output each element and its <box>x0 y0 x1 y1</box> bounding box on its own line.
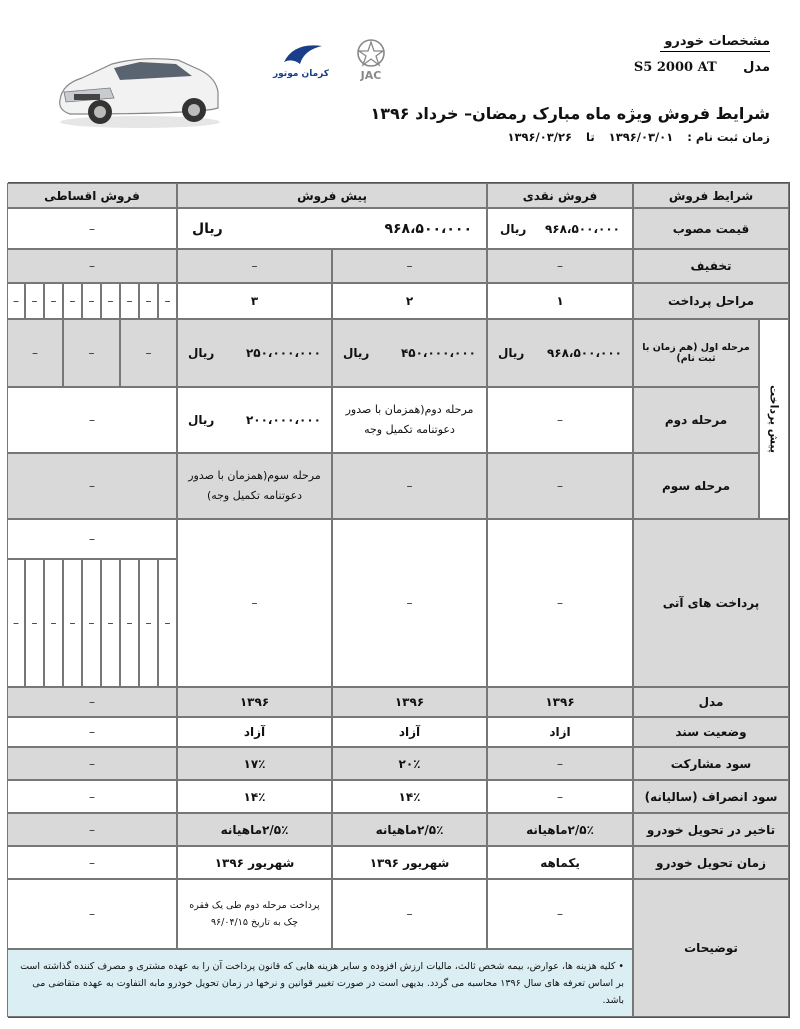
stage2-pre2-value: ۲۰۰،۰۰۰،۰۰۰ <box>245 413 321 427</box>
discount-presale-2: – <box>177 249 332 283</box>
price-presale <box>177 208 487 249</box>
future-inst: – <box>44 559 63 687</box>
model-installment: – <box>7 687 177 717</box>
stage1-pre2-unit: ریال <box>188 346 215 360</box>
stages-inst: – <box>44 283 63 319</box>
stage3-installment: – <box>7 453 177 519</box>
reg-from: ۱۳۹۶/۰۳/۰۱ <box>608 130 674 144</box>
cancel-installment: – <box>7 780 177 813</box>
jac-logo <box>340 38 402 82</box>
model-line <box>634 60 770 75</box>
row-label-notes: توضیحات <box>633 879 789 1017</box>
stages-presale-2: ۳ <box>177 283 332 319</box>
price-cash-value: ۹۶۸،۵۰۰،۰۰۰ <box>544 221 620 236</box>
discount-presale-1: – <box>332 249 487 283</box>
stage3-presale-2: مرحله سوم(همزمان با صدور دعوتنامه تکمیل وجه) <box>177 453 332 519</box>
profit-presale-1: ۲۰٪ <box>332 747 487 780</box>
stage1-pre1-unit: ریال <box>343 346 370 360</box>
profit-installment: – <box>7 747 177 780</box>
price-presale-value: ۹۶۸،۵۰۰،۰۰۰ <box>384 220 472 237</box>
delivery-presale-2: شهریور ۱۳۹۶ <box>177 846 332 879</box>
stage2-cash: – <box>487 387 633 453</box>
stage1-presale-1 <box>332 319 487 387</box>
stage1-inst: – <box>63 319 120 387</box>
notes-presale-2: پرداخت مرحله دوم طی یک فقره چک به تاریخ ۹۶/۰۴/۱۵ <box>177 879 332 949</box>
model-label: مدل <box>743 60 770 75</box>
svg-text:کرمان موتور: کرمان موتور <box>272 69 330 79</box>
doc-installment: – <box>7 717 177 747</box>
future-inst: – <box>158 559 177 687</box>
prepayment-group-label: پیش پرداخت <box>759 319 789 519</box>
future-cash: – <box>487 519 633 687</box>
stages-inst: – <box>101 283 120 319</box>
car-image <box>50 48 226 130</box>
row-label-model: مدل <box>633 687 789 717</box>
stages-inst: – <box>82 283 101 319</box>
registration-period <box>497 130 770 144</box>
price-installment: – <box>7 208 177 249</box>
cancel-presale-1: ۱۴٪ <box>332 780 487 813</box>
discount-installment: – <box>7 249 177 283</box>
future-inst: – <box>82 559 101 687</box>
row-label-stage1: مرحله اول (هم زمان با ثبت نام) <box>633 319 759 387</box>
price-presale-unit: ریال <box>192 220 223 237</box>
delay-installment: – <box>7 813 177 846</box>
row-label-stage2: مرحله دوم <box>633 387 759 453</box>
delivery-presale-1: شهریور ۱۳۹۶ <box>332 846 487 879</box>
col-head-conditions: شرایط فروش <box>633 183 789 208</box>
row-label-stage3: مرحله سوم <box>633 453 759 519</box>
stages-cash: ۱ <box>487 283 633 319</box>
stages-inst: – <box>7 283 25 319</box>
stage2-installment: – <box>7 387 177 453</box>
stages-inst: – <box>139 283 158 319</box>
cancel-cash: – <box>487 780 633 813</box>
stages-inst: – <box>158 283 177 319</box>
stage1-inst: – <box>7 319 63 387</box>
future-inst: – <box>25 559 44 687</box>
future-inst: – <box>7 559 25 687</box>
stage2-presale-1: مرحله دوم(همزمان با صدور دعوتنامه تکمیل وجه <box>332 387 487 453</box>
model-presale-2: ۱۳۹۶ <box>177 687 332 717</box>
discount-cash: – <box>487 249 633 283</box>
row-label-price: قیمت مصوب <box>633 208 789 249</box>
reg-label: زمان ثبت نام : <box>687 130 770 144</box>
delivery-installment: – <box>7 846 177 879</box>
future-inst-top: – <box>7 519 177 559</box>
notes-cash: – <box>487 879 633 949</box>
row-label-future: پرداخت های آتی <box>633 519 789 687</box>
future-inst: – <box>139 559 158 687</box>
notes-presale-1: – <box>332 879 487 949</box>
stage1-pre1-value: ۴۵۰،۰۰۰،۰۰۰ <box>400 346 476 360</box>
doc-presale-2: آزاد <box>177 717 332 747</box>
notes-installment: – <box>7 879 177 949</box>
notes-footnote: • کلیه هزینه ها، عوارض، بیمه شخص ثالث، مالیات ارزش افزوده و سایر هزینه هایی که قانون پرداخت آن را به عهده مشتری و مصرف کننده گذاشته است بر اساس تعرفه های سال ۱۳۹۶ محاسبه می گردد. بدیهی است در صورت تغییر قوانین و نرخها در زمان تحویل خودرو مابه التفاوت به عهده متقاضی می باشد. <box>7 949 633 1017</box>
spec-title: مشخصات خودرو <box>660 34 770 52</box>
row-label-stages: مراحل پرداخت <box>633 283 789 319</box>
stages-inst: – <box>63 283 82 319</box>
stage1-cash-unit: ریال <box>498 346 525 360</box>
delivery-cash: یکماهه <box>487 846 633 879</box>
stage2-pre2-unit: ریال <box>188 413 215 427</box>
profit-cash: – <box>487 747 633 780</box>
doc-cash: ازاد <box>487 717 633 747</box>
future-inst: – <box>120 559 139 687</box>
stage1-cash-value: ۹۶۸،۵۰۰،۰۰۰ <box>546 346 622 360</box>
model-value: S5 2000 AT <box>633 60 717 75</box>
model-cash: ۱۳۹۶ <box>487 687 633 717</box>
profit-presale-2: ۱۷٪ <box>177 747 332 780</box>
stage1-inst: – <box>120 319 177 387</box>
stages-inst: – <box>25 283 44 319</box>
stage1-presale-2 <box>177 319 332 387</box>
future-inst: – <box>63 559 82 687</box>
doc-presale-1: آزاد <box>332 717 487 747</box>
stages-inst: – <box>120 283 139 319</box>
stages-presale-1: ۲ <box>332 283 487 319</box>
svg-text:JAC: JAC <box>360 69 382 82</box>
delay-cash: ۲/۵٪ماهیانه <box>487 813 633 846</box>
model-presale-1: ۱۳۹۶ <box>332 687 487 717</box>
col-head-installment: فروش اقساطی <box>7 183 177 208</box>
stage2-presale-2 <box>177 387 332 453</box>
price-cash-unit: ریال <box>500 221 527 236</box>
reg-to-word: تا <box>586 130 595 144</box>
row-label-doc: وضعیت سند <box>633 717 789 747</box>
sales-conditions-table <box>8 182 790 1018</box>
row-label-cancel: سود انصراف (سالیانه) <box>633 780 789 813</box>
row-label-profit: سود مشارکت <box>633 747 789 780</box>
future-presale-2: – <box>177 519 332 687</box>
stage3-cash: – <box>487 453 633 519</box>
stage1-pre2-value: ۲۵۰،۰۰۰،۰۰۰ <box>245 346 321 360</box>
delay-presale-2: ۲/۵٪ماهیانه <box>177 813 332 846</box>
reg-to: ۱۳۹۶/۰۳/۲۶ <box>507 130 572 144</box>
col-head-presale: پیش فروش <box>177 183 487 208</box>
col-head-cash: فروش نقدی <box>487 183 633 208</box>
future-inst: – <box>101 559 120 687</box>
row-label-discount: تخفیف <box>633 249 789 283</box>
stage1-cash <box>487 319 633 387</box>
cancel-presale-2: ۱۴٪ <box>177 780 332 813</box>
row-label-delivery: زمان تحویل خودرو <box>633 846 789 879</box>
delay-presale-1: ۲/۵٪ماهیانه <box>332 813 487 846</box>
page-title: شرایط فروش ویژه ماه مبارک رمضان– خرداد ۱۳۹۶ <box>370 104 770 123</box>
price-cash <box>487 208 633 249</box>
row-label-delay: تاخیر در تحویل خودرو <box>633 813 789 846</box>
future-presale-1: – <box>332 519 487 687</box>
kerman-motor-logo <box>270 38 332 82</box>
stage3-presale-1: – <box>332 453 487 519</box>
